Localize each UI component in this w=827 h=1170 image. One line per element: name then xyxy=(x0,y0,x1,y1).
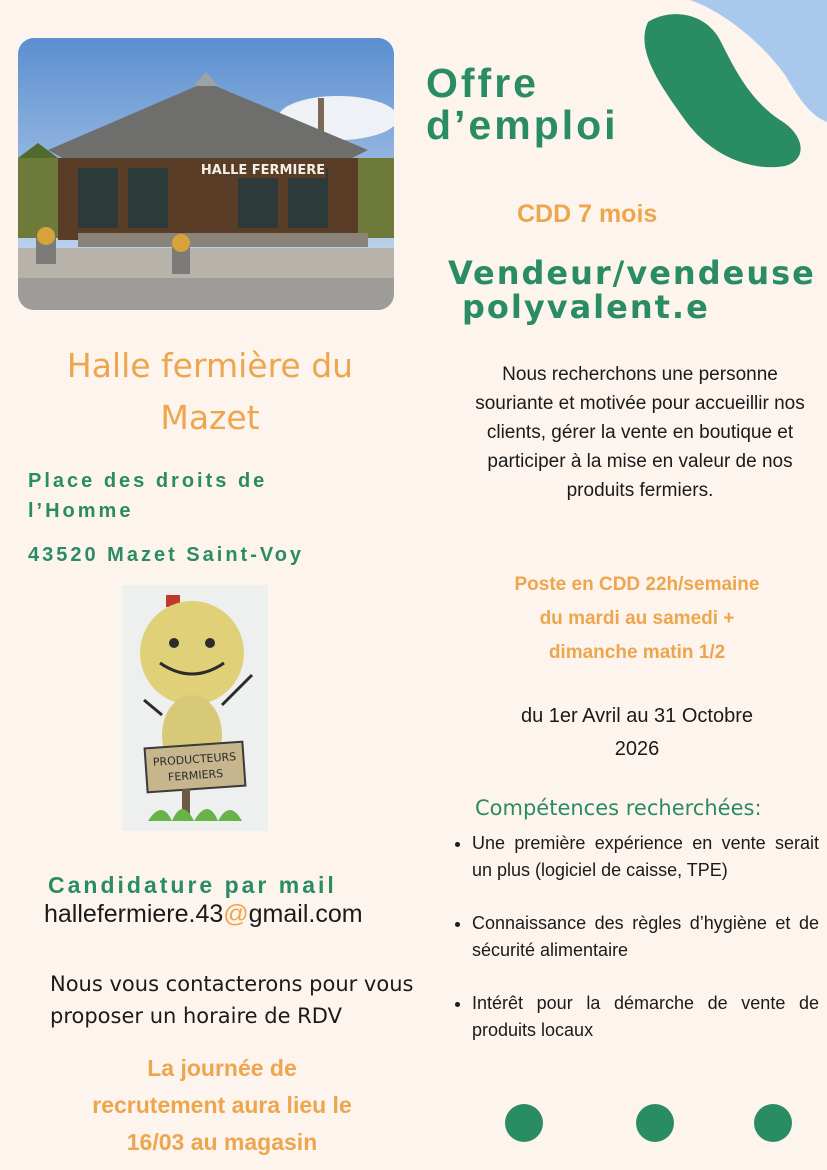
contract-type: CDD 7 mois xyxy=(517,200,658,228)
schedule xyxy=(470,568,804,670)
skills-heading: Compétences recherchées: xyxy=(475,796,762,820)
decorative-dot xyxy=(636,1104,674,1142)
page-title xyxy=(426,62,619,146)
job-title-line-2: polyvalent.e xyxy=(462,288,710,326)
job-title-line-1: Vendeur/vendeuse xyxy=(448,254,816,292)
email-user: hallefermiere.43 xyxy=(44,900,224,928)
schedule-line-1: Poste en CDD 22h/semaine xyxy=(514,574,760,595)
decorative-dot xyxy=(505,1104,543,1142)
skills-list xyxy=(450,830,819,1070)
shop-name xyxy=(20,340,400,444)
shop-photo xyxy=(18,38,394,310)
job-description: Nous recherchons une personne souriante et motivée pour accueillir nos clients, gérer la vente en boutique et participer à la mise en valeur de nos produits fermiers. xyxy=(475,364,805,501)
dates-line-2: 2026 xyxy=(614,738,660,760)
decorative-dot xyxy=(754,1104,792,1142)
schedule-line-2: du mardi au samedi + xyxy=(539,608,735,629)
skill-item: • Une première expérience en vente serait un plus (logiciel de caisse, TPE) xyxy=(472,830,819,884)
photo-sign: HALLE FERMIERE xyxy=(200,163,326,178)
email-domain: gmail.com xyxy=(248,900,363,928)
address-city: 43520 Mazet Saint-Voy xyxy=(28,544,305,566)
schedule-line-3: dimanche matin 1/2 xyxy=(548,642,726,663)
recruit-line-1: La journée de xyxy=(147,1055,297,1081)
contract-dates xyxy=(470,700,804,766)
application-heading: Candidature par mail xyxy=(48,872,337,898)
skill-item: • Intérêt pour la démarche de vente de produits locaux xyxy=(472,990,819,1044)
email-at: @ xyxy=(223,900,249,928)
contact-note: Nous vous contacterons pour vous proposer un horaire de RDV xyxy=(50,972,414,1028)
logo-sign-line-1: PRODUCTEURS xyxy=(152,750,237,769)
shop-name-line-2: Mazet xyxy=(160,398,260,437)
email-link[interactable] xyxy=(44,900,363,929)
producteurs-fermiers-logo xyxy=(122,585,268,831)
shop-name-line-1: Halle fermière du xyxy=(66,346,354,385)
job-title xyxy=(448,256,816,324)
corner-decoration xyxy=(600,0,827,175)
recruitment-day xyxy=(40,1050,404,1161)
recruit-line-3: 16/03 au magasin xyxy=(126,1129,318,1155)
dates-line-1: du 1er Avril au 31 Octobre xyxy=(521,705,753,727)
address-street: Place des droits de l’Homme xyxy=(28,470,268,522)
skill-item: • Connaissance des règles d’hygiène et de sécurité alimentaire xyxy=(472,910,819,964)
title-line-1: Offre xyxy=(426,60,539,106)
recruit-line-2: recrutement aura lieu le xyxy=(92,1092,352,1118)
title-line-2: d’emploi xyxy=(426,102,619,148)
logo-sign-line-2: FERMIERS xyxy=(167,767,224,784)
